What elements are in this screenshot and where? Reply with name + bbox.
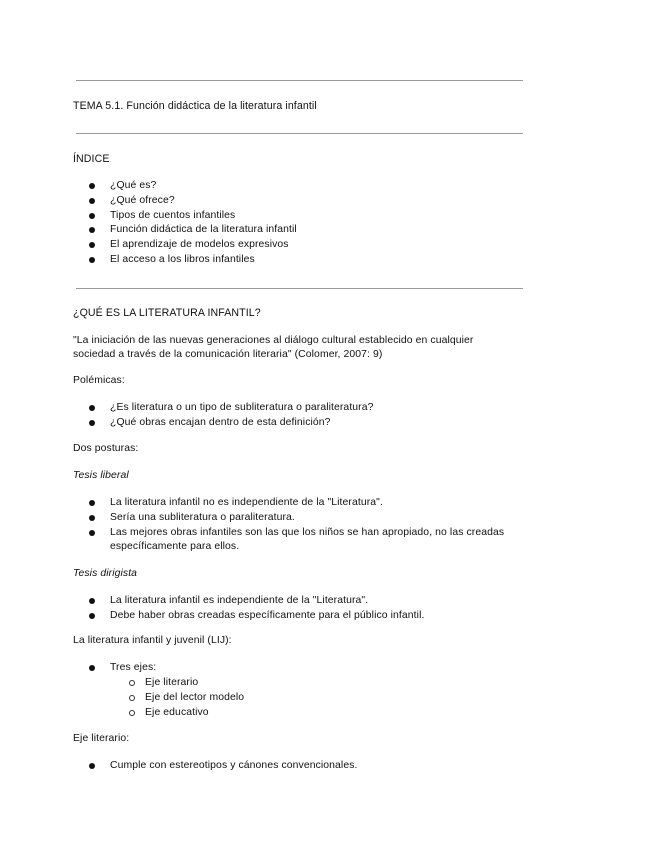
bullet-icon — [89, 500, 95, 506]
index-item: Tipos de cuentos infantiles — [110, 210, 236, 221]
bullet-icon — [89, 665, 95, 671]
index-item: El aprendizaje de modelos expresivos — [110, 239, 289, 250]
bullet-icon — [89, 420, 95, 426]
quote-line: "La iniciación de las nuevas generaciones al diálogo cultural establecido en cualquier — [73, 335, 474, 346]
tesis-dirigista-label: Tesis dirigista — [73, 568, 138, 579]
bullet-icon — [89, 257, 95, 263]
lij-label: La literatura infantil y juvenil (LIJ): — [73, 635, 232, 646]
eje-literario-label: Eje literario: — [73, 733, 130, 744]
section-heading: ¿QUÉ ES LA LITERATURA INFANTIL? — [73, 307, 261, 319]
tesis-liberal-label: Tesis liberal — [73, 470, 129, 481]
bullet-icon — [89, 515, 95, 521]
document-title: TEMA 5.1. Función didáctica de la literatura infantil — [73, 100, 317, 112]
polemica-item: ¿Es literatura o un tipo de subliteratura o paraliteratura? — [110, 402, 374, 413]
lij-subitem: Eje del lector modelo — [145, 692, 245, 703]
index-item: ¿Qué es? — [110, 180, 157, 191]
posturas-label: Dos posturas: — [73, 443, 139, 454]
horizontal-rule — [76, 133, 523, 134]
lij-subitem: Eje literario — [145, 677, 199, 688]
index-item: El acceso a los libros infantiles — [110, 254, 255, 265]
polemica-item: ¿Qué obras encajan dentro de esta definición? — [110, 417, 331, 428]
hollow-bullet-icon — [129, 710, 135, 716]
bullet-icon — [89, 242, 95, 248]
hollow-bullet-icon — [129, 680, 135, 686]
bullet-icon — [89, 183, 95, 189]
bullet-icon — [89, 198, 95, 204]
index-item: ¿Qué ofrece? — [110, 195, 175, 206]
tesis-liberal-item: Sería una subliteratura o paraliteratura. — [110, 512, 295, 523]
bullet-icon — [89, 227, 95, 233]
bullet-icon — [89, 613, 95, 619]
tesis-liberal-item: Las mejores obras infantiles son las que los niños se han apropiado, no las creadas — [110, 527, 505, 538]
eje-literario-item: Cumple con estereotipos y cánones convencionales. — [110, 760, 358, 771]
bullet-icon — [89, 530, 95, 536]
tesis-dirigista-item: Debe haber obras creadas específicamente para el público infantil. — [110, 610, 425, 621]
bullet-icon — [89, 213, 95, 219]
quote-line: sociedad a través de la comunicación literaria" (Colomer, 2007: 9) — [73, 349, 383, 360]
index-heading: ÍNDICE — [73, 153, 110, 165]
polemicas-label: Polémicas: — [73, 375, 125, 386]
lij-subitem: Eje educativo — [145, 707, 209, 718]
bullet-icon — [89, 598, 95, 604]
tesis-liberal-item: La literatura infantil no es independiente de la "Literatura". — [110, 497, 383, 508]
lij-item: Tres ejes: — [110, 662, 157, 673]
bullet-icon — [89, 405, 95, 411]
horizontal-rule — [76, 80, 523, 81]
index-item: Función didáctica de la literatura infantil — [110, 224, 297, 235]
bullet-icon — [89, 763, 95, 769]
tesis-liberal-continuation: específicamente para ellos. — [110, 541, 240, 552]
hollow-bullet-icon — [129, 695, 135, 701]
tesis-dirigista-item: La literatura infantil es independiente de la "Literatura". — [110, 595, 369, 606]
horizontal-rule — [76, 288, 523, 289]
